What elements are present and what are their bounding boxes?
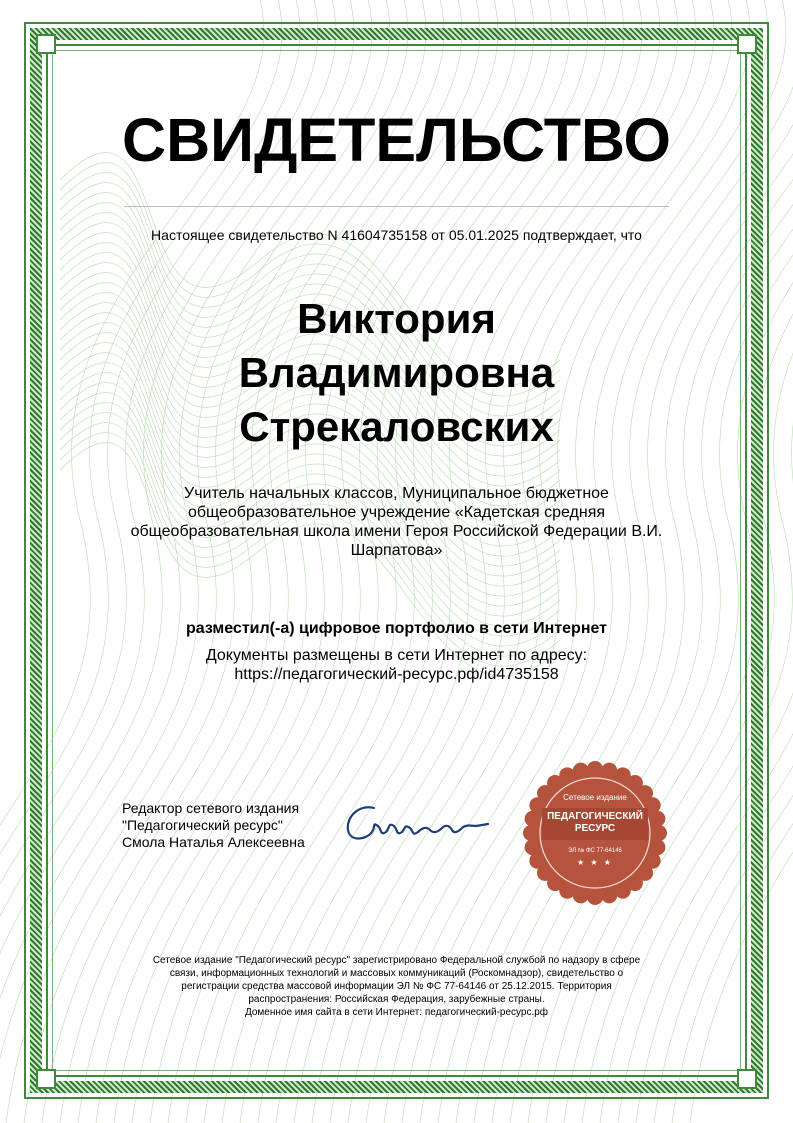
seal-name-line2: РЕСУРС bbox=[574, 823, 616, 834]
editor-signature bbox=[342, 796, 492, 856]
achievement-text: разместил(-а) цифровое портфолио в сети Интернет bbox=[185, 620, 608, 637]
frame-corner-top-left bbox=[36, 34, 56, 54]
frame-corner-bottom-right bbox=[737, 1069, 757, 1089]
editor-block bbox=[122, 800, 342, 851]
documents-location bbox=[0, 646, 793, 684]
seal-name bbox=[545, 811, 645, 835]
recipient-surname: Стрекаловских bbox=[239, 403, 554, 450]
frame-inner-line bbox=[52, 50, 741, 1071]
seal-registration: ЭЛ № ФС 77-64146 bbox=[568, 848, 622, 854]
editor-role: Редактор сетевого издания bbox=[122, 800, 300, 816]
recipient-name bbox=[150, 292, 643, 454]
recipient-position: Учитель начальных классов, Муниципальное бюджетное общеобразовательное учреждение «Кадетская средняя общеобразовательная школа имени Героя Российской Федерации В.И. Шарпатова» bbox=[130, 485, 663, 559]
frame-corner-top-right bbox=[737, 34, 757, 54]
footer-line-1: Сетевое издание "Педагогический ресурс" зарегистрировано Федеральной службой по надзору в сфере bbox=[152, 955, 641, 966]
frame-corner-bottom-left bbox=[36, 1069, 56, 1089]
certificate-intro: Настоящее свидетельство N 41604735158 от 05.01.2025 подтверждает, что bbox=[151, 227, 642, 243]
footer-line-5: Доменное имя сайта в сети Интернет: педагогический-ресурс.рф bbox=[244, 1007, 549, 1018]
footer-line-2: связи, информационных технологий и массовых коммуникаций (Роскомнадзор), свидетельство о bbox=[169, 968, 624, 979]
recipient-patronymic: Владимировна bbox=[238, 349, 555, 396]
documents-caption: Документы размещены в сети Интернет по адресу: bbox=[205, 647, 588, 664]
footer-line-3: регистрации средства массовой информации ЭЛ № ФС 77-64146 от 25.12.2015. Территория bbox=[181, 981, 612, 992]
footer-line-4: распространения: Российская Федерация, зарубежные страны. bbox=[248, 994, 545, 1005]
title-divider bbox=[124, 206, 669, 207]
documents-url: https://педагогический-ресурс.рф/id4735158 bbox=[234, 666, 559, 683]
certificate-title: СВИДЕТЕЛЬСТВО bbox=[122, 106, 671, 174]
editor-publication: "Педагогический ресурс" bbox=[122, 817, 283, 833]
seal-name-line1: ПЕДАГОГИЧЕСКИЙ bbox=[547, 811, 643, 822]
seal-stars: ★ ★ ★ bbox=[577, 858, 613, 867]
recipient-first-name: Виктория bbox=[297, 295, 496, 342]
seal-top-text: Сетевое издание bbox=[563, 793, 627, 802]
registration-footer bbox=[112, 954, 681, 1019]
editor-name: Смола Наталья Алексеевна bbox=[122, 834, 305, 850]
